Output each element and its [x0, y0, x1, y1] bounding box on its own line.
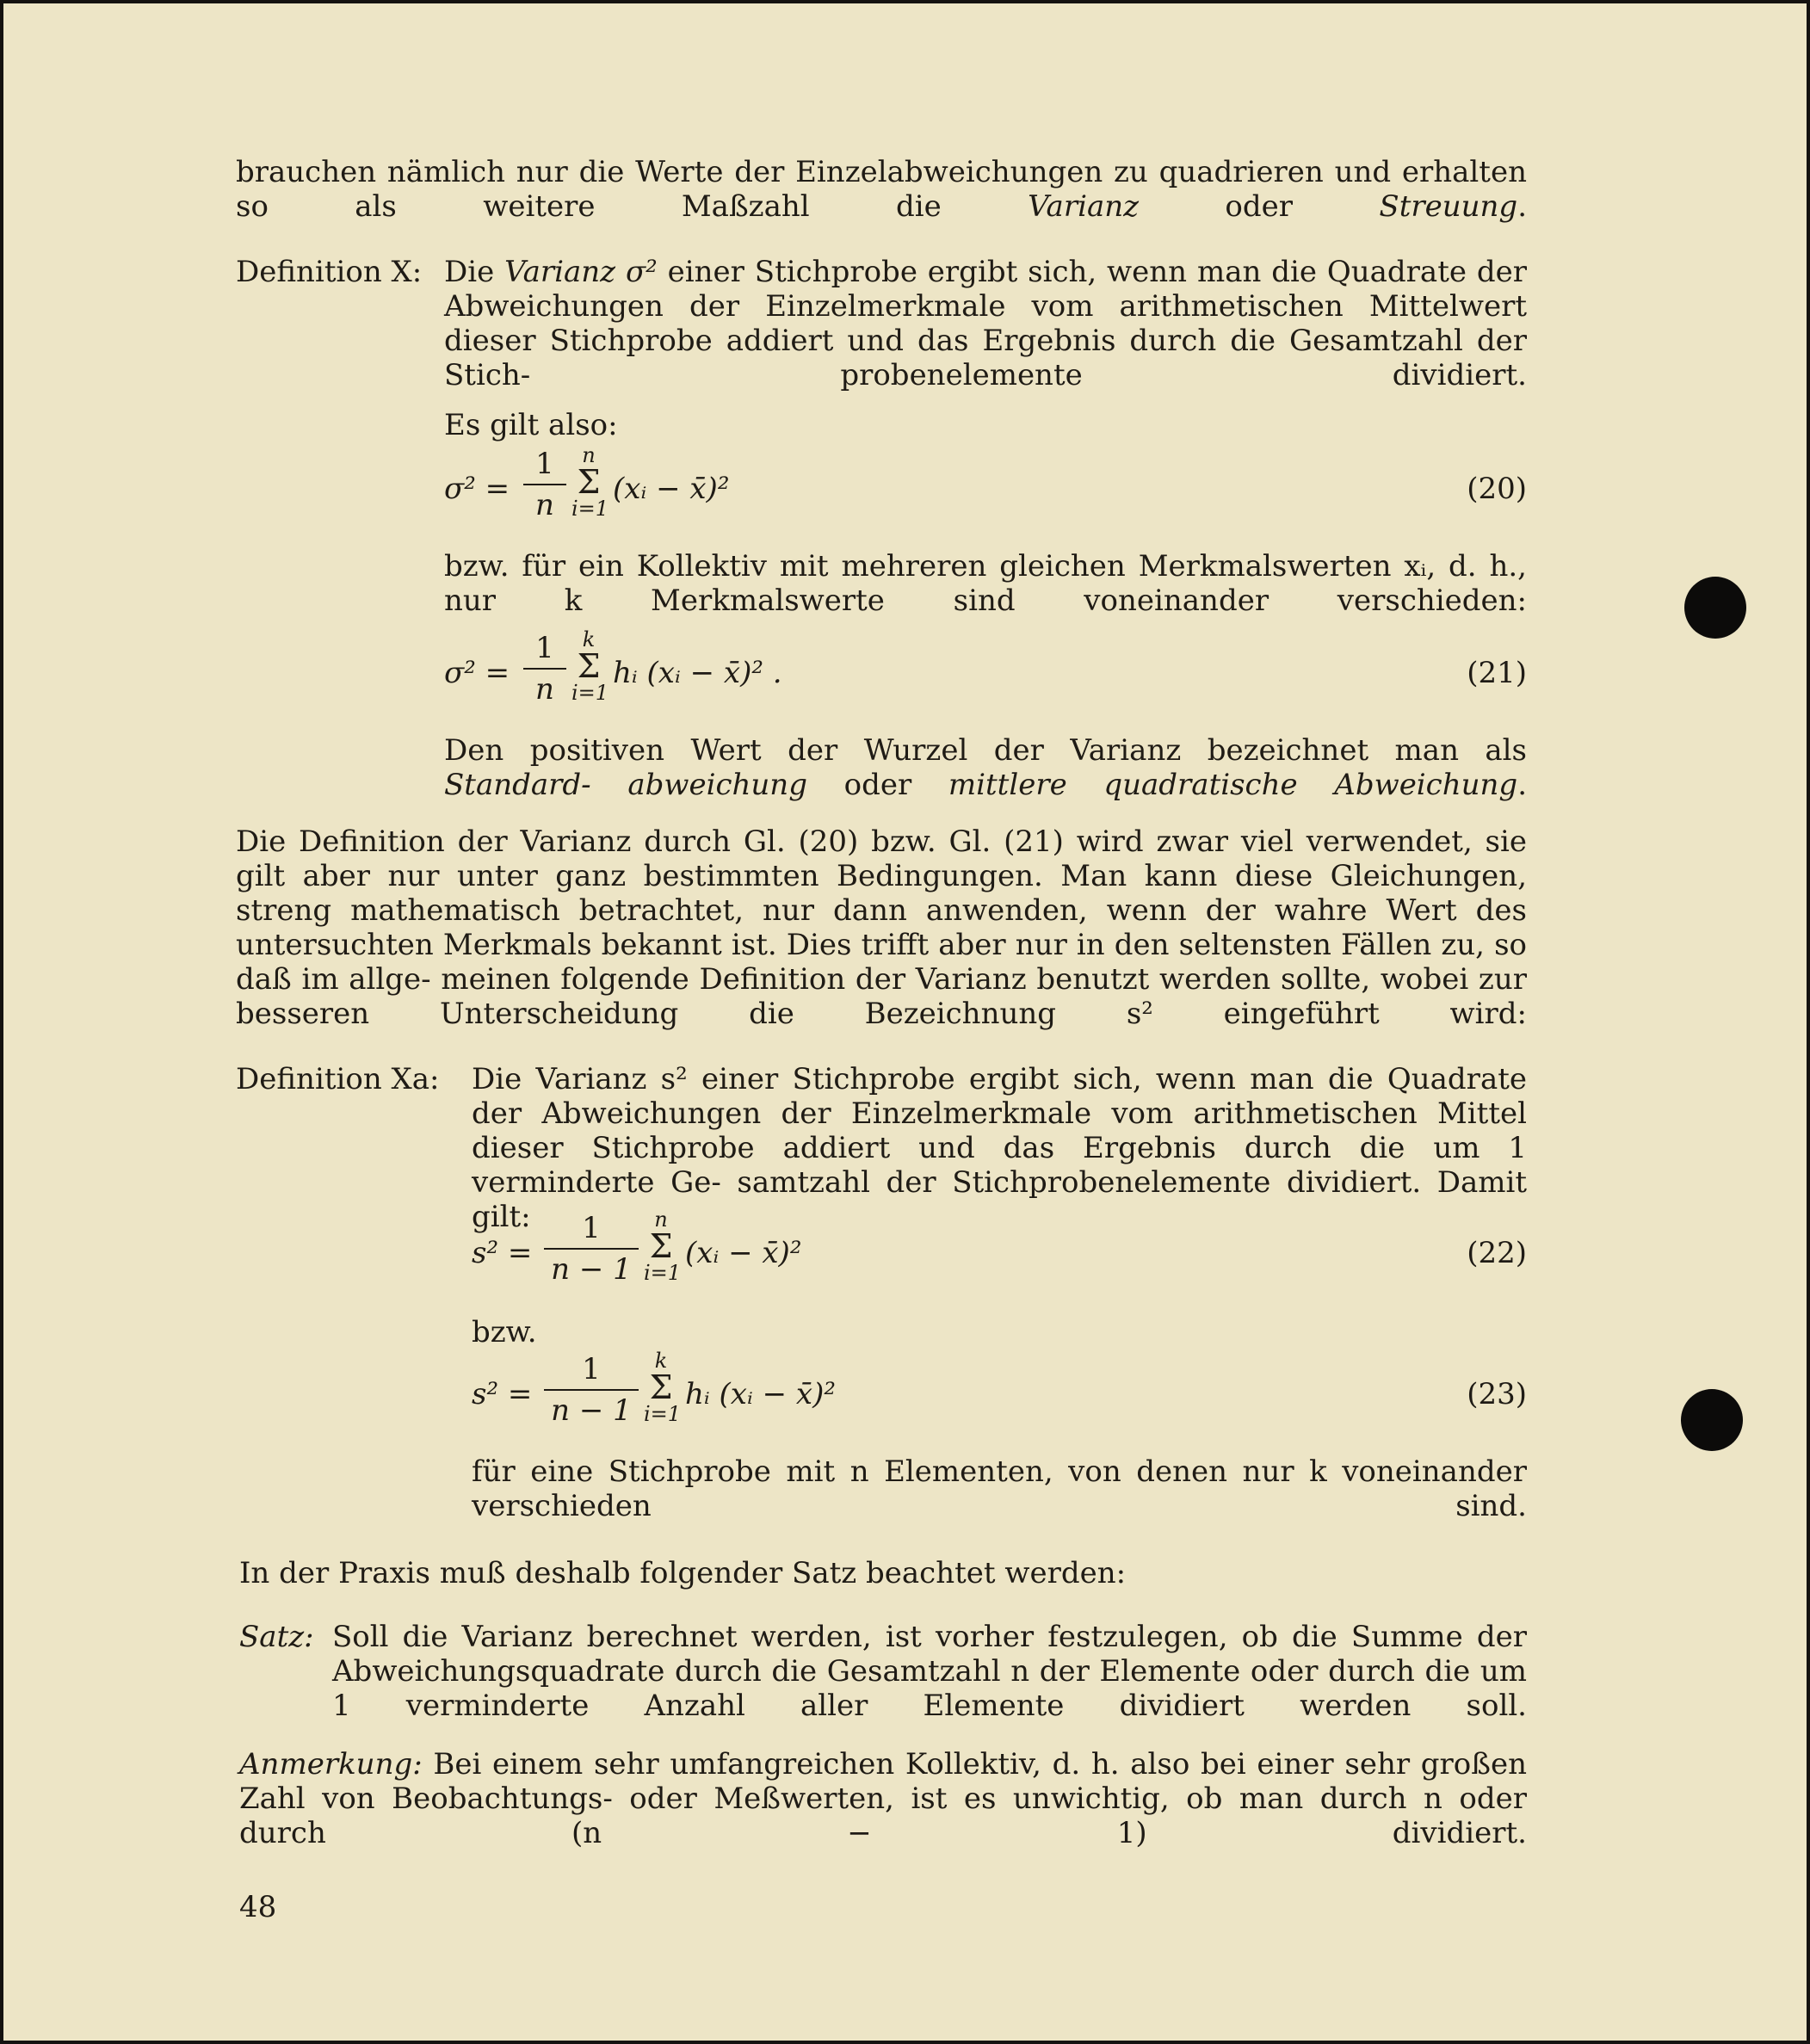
equation-number-22: (22): [1467, 1236, 1527, 1270]
eq23-lhs: s² =: [472, 1377, 533, 1411]
intro-paragraph: [236, 155, 1527, 224]
standardabweichung-text: Den positiven Wert der Wurzel der Varianz bezeichnet man als Standard- abweichung oder mittlere quadratische Abweichung.: [444, 733, 1527, 802]
anmerkung-text: Anmerkung: Bei einem sehr umfangreichen Kollektiv, d. h. also bei einer sehr großen Zahl von Beobachtungs- oder Meßwerten, ist es unwichtig, ob man durch n oder durch (n − 1) dividiert.: [239, 1747, 1527, 1850]
equation-number-21: (21): [1467, 656, 1527, 690]
eq20-body: (xᵢ − x̄)²: [613, 472, 730, 506]
scanned-page: [3, 3, 1807, 2041]
satz-label: Satz:: [239, 1620, 314, 1654]
intro-line-1: brauchen nämlich nur die Werte der Einzelabweichungen zu quadrieren und erhalten: [236, 155, 1527, 189]
definition-x-label: Definition X:: [236, 255, 423, 289]
eq23-fraction: $\frac{1}{n - 1}$: [544, 1353, 639, 1427]
eq21-lhs: σ² =: [444, 656, 510, 690]
punch-hole-bottom: [1681, 1389, 1743, 1451]
paragraph-definition-discussion: Die Definition der Varianz durch Gl. (20) bzw. Gl. (21) wird zwar viel verwendet, sie gilt aber nur unter ganz bestimmten Bedingungen. Man kann diese Gleichungen, streng mathematisch betrachtet, nur dann anwenden, wenn der wahre Wert des untersuchten Merkmals bekannt ist. Dies trifft aber nur in den seltensten Fällen zu, so daß im allge- meinen folgende Definition der Varianz benutzt werden sollte, wobei zur besseren Unterscheidung die Bezeichnung s² eingeführt wird:: [236, 824, 1527, 1031]
definition-xa-label: Definition Xa:: [236, 1062, 440, 1096]
eq21-fraction: $\frac{1}{n}$: [523, 632, 566, 706]
es-gilt-also: Es gilt also:: [444, 408, 618, 442]
equation-20: [444, 443, 1527, 534]
punch-hole-top: [1684, 577, 1746, 639]
eq21-sum: k Σ i=1: [571, 627, 609, 705]
equation-21: [444, 627, 1527, 718]
definition-x-text: Die Varianz σ² einer Stichprobe ergibt sich, wenn man die Quadrate der Abweichungen der Einzelmerkmale vom arithmetischen Mittelwert dieser Stichprobe addiert und das Ergebnis durch die Gesamtzahl der Stich- probenelemente dividiert.: [444, 255, 1527, 392]
eq22-body: (xᵢ − x̄)²: [685, 1236, 802, 1270]
eq20-lhs: σ² =: [444, 472, 510, 506]
stichprobe-text: für eine Stichprobe mit n Elementen, von denen nur k voneinander verschieden sind.: [472, 1454, 1527, 1523]
eq20-fraction: $\frac{1}{n}$: [523, 448, 566, 522]
kollektiv-text: bzw. für ein Kollektiv mit mehreren gleichen Merkmalswerten xᵢ, d. h., nur k Merkmalswerte sind voneinander verschieden:: [444, 549, 1527, 618]
eq20-sum: n Σ i=1: [571, 443, 609, 521]
praxis-text: In der Praxis muß deshalb folgender Satz beachtet werden:: [239, 1556, 1127, 1590]
eq22-sum: n Σ i=1: [644, 1207, 682, 1285]
satz-text: Soll die Varianz berechnet werden, ist vorher festzulegen, ob die Summe der Abweichungsquadrate durch die Gesamtzahl n der Elemente oder durch die um 1 verminderte Anzahl aller Elemente dividiert werden soll.: [332, 1620, 1527, 1723]
anmerkung-label: Anmerkung:: [239, 1747, 423, 1782]
eq23-sum: k Σ i=1: [644, 1349, 682, 1426]
definition-xa-text: Die Varianz s² einer Stichprobe ergibt sich, wenn man die Quadrate der Abweichungen der Einzelmerkmale vom arithmetischen Mittel dieser Stichprobe addiert und das Ergebnis durch die um 1 verminderte Ge- samtzahl der Stichprobenelemente dividiert. Damit gilt:: [472, 1062, 1528, 1234]
equation-23: [472, 1349, 1527, 1439]
equation-number-23: (23): [1467, 1377, 1527, 1411]
eq22-fraction: $\frac{1}{n - 1}$: [544, 1212, 639, 1286]
equation-22: [472, 1207, 1527, 1298]
intro-line-2: so als weitere Maßzahl die Varianz oder Streuung.: [236, 189, 1528, 224]
eq21-body: hᵢ (xᵢ − x̄)² .: [613, 656, 782, 690]
eq23-body: hᵢ (xᵢ − x̄)²: [685, 1377, 836, 1411]
eq22-lhs: s² =: [472, 1236, 533, 1270]
equation-number-20: (20): [1467, 472, 1527, 506]
bzw-label: bzw.: [472, 1315, 537, 1349]
page-number: 48: [239, 1890, 277, 1924]
